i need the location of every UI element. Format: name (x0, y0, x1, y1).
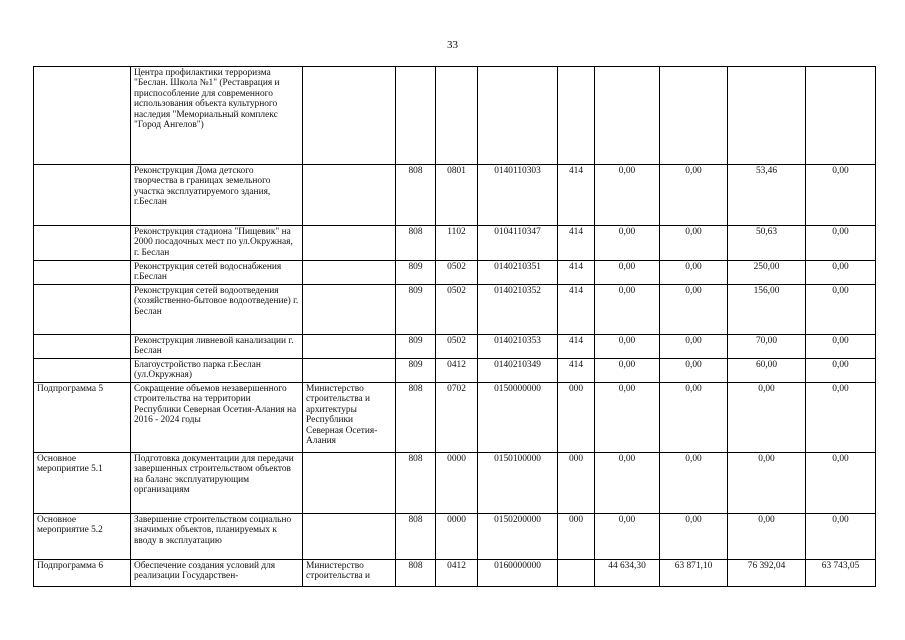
cell-v2: 0,00 (660, 335, 728, 359)
cell-csr: 0140210351 (478, 261, 558, 285)
cell-v2: 0,00 (660, 453, 728, 514)
table-row (34, 453, 876, 514)
cell-vr: 414 (558, 261, 595, 285)
table-row (34, 359, 876, 383)
cell-desc: Реконструкция сетей водоотведения (хозяйственно-бытовое водоотведение) г. Беслан (131, 285, 303, 335)
cell-desc: Реконструкция сетей водоснабжения г.Беслан (131, 261, 303, 285)
cell-v3: 0,00 (728, 514, 806, 560)
cell-executor (303, 67, 396, 165)
cell-rzpr: 0502 (436, 335, 478, 359)
cell-name (34, 359, 131, 383)
cell-csr: 0150200000 (478, 514, 558, 560)
cell-v3: 50,63 (728, 226, 806, 261)
cell-vr: 414 (558, 165, 595, 226)
cell-desc: Обеспечение создания условий для реализации Государствен- (131, 560, 303, 587)
cell-executor (303, 453, 396, 514)
cell-v3: 156,00 (728, 285, 806, 335)
cell-v1: 0,00 (595, 359, 660, 383)
cell-desc: Сокращение объемов незавершенного строительства на территории Республики Северная Осетия-Алания на 2016 - 2024 годы (131, 383, 303, 453)
cell-rzpr: 0502 (436, 261, 478, 285)
cell-grbs: 808 (396, 560, 436, 587)
cell-v2: 0,00 (660, 383, 728, 453)
cell-v2: 0,00 (660, 165, 728, 226)
cell-v4: 0,00 (806, 285, 876, 335)
cell-desc: Центра профилактики терроризма "Беслан. Школа №1" (Реставрация и приспособление для современного использования объекта культурного наследия "Мемориальный комплекс "Город Ангелов") (131, 67, 303, 165)
cell-grbs: 808 (396, 165, 436, 226)
cell-name (34, 335, 131, 359)
cell-v4: 0,00 (806, 359, 876, 383)
cell-grbs: 808 (396, 226, 436, 261)
table-row (34, 514, 876, 560)
cell-name (34, 165, 131, 226)
cell-vr: 000 (558, 383, 595, 453)
cell-rzpr: 0412 (436, 560, 478, 587)
table-row (34, 226, 876, 261)
cell-vr: 000 (558, 453, 595, 514)
cell-vr: 414 (558, 335, 595, 359)
cell-v1: 44 634,30 (595, 560, 660, 587)
cell-csr: 0104110347 (478, 226, 558, 261)
cell-executor (303, 514, 396, 560)
cell-v4 (806, 67, 876, 165)
cell-grbs: 808 (396, 453, 436, 514)
cell-v1: 0,00 (595, 165, 660, 226)
cell-v2: 0,00 (660, 261, 728, 285)
cell-v1: 0,00 (595, 383, 660, 453)
cell-v3: 70,00 (728, 335, 806, 359)
cell-v4: 0,00 (806, 383, 876, 453)
cell-grbs: 809 (396, 359, 436, 383)
cell-v3: 0,00 (728, 383, 806, 453)
cell-executor (303, 359, 396, 383)
cell-v1: 0,00 (595, 453, 660, 514)
cell-executor (303, 226, 396, 261)
table-row (34, 285, 876, 335)
cell-v3: 0,00 (728, 453, 806, 514)
cell-rzpr: 1102 (436, 226, 478, 261)
budget-table (33, 66, 876, 587)
cell-v3 (728, 67, 806, 165)
cell-v4: 0,00 (806, 261, 876, 285)
cell-v4: 0,00 (806, 453, 876, 514)
cell-grbs: 809 (396, 285, 436, 335)
table-row (34, 560, 876, 587)
cell-vr (558, 560, 595, 587)
cell-v3: 76 392,04 (728, 560, 806, 587)
cell-vr: 414 (558, 285, 595, 335)
cell-name (34, 285, 131, 335)
cell-grbs (396, 67, 436, 165)
cell-executor (303, 261, 396, 285)
page-number: 33 (447, 39, 458, 51)
cell-csr: 0150100000 (478, 453, 558, 514)
cell-name: Основное мероприятие 5.2 (34, 514, 131, 560)
cell-v1: 0,00 (595, 226, 660, 261)
cell-desc: Благоустройство парка г.Беслан (ул.Окружная) (131, 359, 303, 383)
cell-rzpr (436, 67, 478, 165)
cell-rzpr: 0412 (436, 359, 478, 383)
table-row (34, 383, 876, 453)
cell-v2: 0,00 (660, 226, 728, 261)
cell-csr: 0140210349 (478, 359, 558, 383)
cell-name: Основное мероприятие 5.1 (34, 453, 131, 514)
cell-v1: 0,00 (595, 261, 660, 285)
cell-v3: 53,46 (728, 165, 806, 226)
cell-v2: 63 871,10 (660, 560, 728, 587)
cell-name: Подпрограмма 6 (34, 560, 131, 587)
table-row (34, 261, 876, 285)
cell-csr: 0140210353 (478, 335, 558, 359)
cell-rzpr: 0801 (436, 165, 478, 226)
cell-csr: 0140210352 (478, 285, 558, 335)
cell-v4: 0,00 (806, 226, 876, 261)
cell-rzpr: 0502 (436, 285, 478, 335)
cell-desc: Завершение строительством социально значимых объектов, планируемых к вводу в эксплуатацию (131, 514, 303, 560)
cell-v4: 0,00 (806, 165, 876, 226)
cell-vr: 000 (558, 514, 595, 560)
cell-v2: 0,00 (660, 514, 728, 560)
cell-desc: Подготовка документации для передачи завершенных строительством объектов на баланс эксплуатирующим организациям (131, 453, 303, 514)
cell-v2 (660, 67, 728, 165)
cell-grbs: 808 (396, 383, 436, 453)
table-row (34, 335, 876, 359)
cell-v4: 63 743,05 (806, 560, 876, 587)
cell-v1: 0,00 (595, 514, 660, 560)
cell-executor: Министерство строительства и (303, 560, 396, 587)
cell-executor: Министерство строительства и архитектуры Республики Северная Осетия-Алания (303, 383, 396, 453)
cell-vr (558, 67, 595, 165)
cell-v2: 0,00 (660, 359, 728, 383)
cell-rzpr: 0000 (436, 514, 478, 560)
table-row (34, 67, 876, 165)
cell-v4: 0,00 (806, 514, 876, 560)
cell-rzpr: 0000 (436, 453, 478, 514)
cell-v1: 0,00 (595, 335, 660, 359)
cell-v4: 0,00 (806, 335, 876, 359)
cell-name (34, 67, 131, 165)
cell-grbs: 809 (396, 335, 436, 359)
cell-desc: Реконструкция стадиона "Пищевик" на 2000 посадочных мест по ул.Окружная, г. Беслан (131, 226, 303, 261)
cell-grbs: 808 (396, 514, 436, 560)
cell-csr: 0150000000 (478, 383, 558, 453)
cell-v3: 250,00 (728, 261, 806, 285)
cell-v3: 60,00 (728, 359, 806, 383)
table-row (34, 165, 876, 226)
cell-executor (303, 285, 396, 335)
cell-name (34, 261, 131, 285)
cell-executor (303, 335, 396, 359)
cell-v1: 0,00 (595, 285, 660, 335)
cell-rzpr: 0702 (436, 383, 478, 453)
cell-csr: 0140110303 (478, 165, 558, 226)
cell-v2: 0,00 (660, 285, 728, 335)
cell-v1 (595, 67, 660, 165)
cell-vr: 414 (558, 226, 595, 261)
cell-executor (303, 165, 396, 226)
cell-grbs: 809 (396, 261, 436, 285)
cell-name: Подпрограмма 5 (34, 383, 131, 453)
cell-csr (478, 67, 558, 165)
cell-csr: 0160000000 (478, 560, 558, 587)
cell-name (34, 226, 131, 261)
cell-desc: Реконструкция ливневой канализации г. Беслан (131, 335, 303, 359)
cell-desc: Реконструкция Дома детского творчества в границах земельного участка эксплуатируемого здания, г.Беслан (131, 165, 303, 226)
cell-vr: 414 (558, 359, 595, 383)
